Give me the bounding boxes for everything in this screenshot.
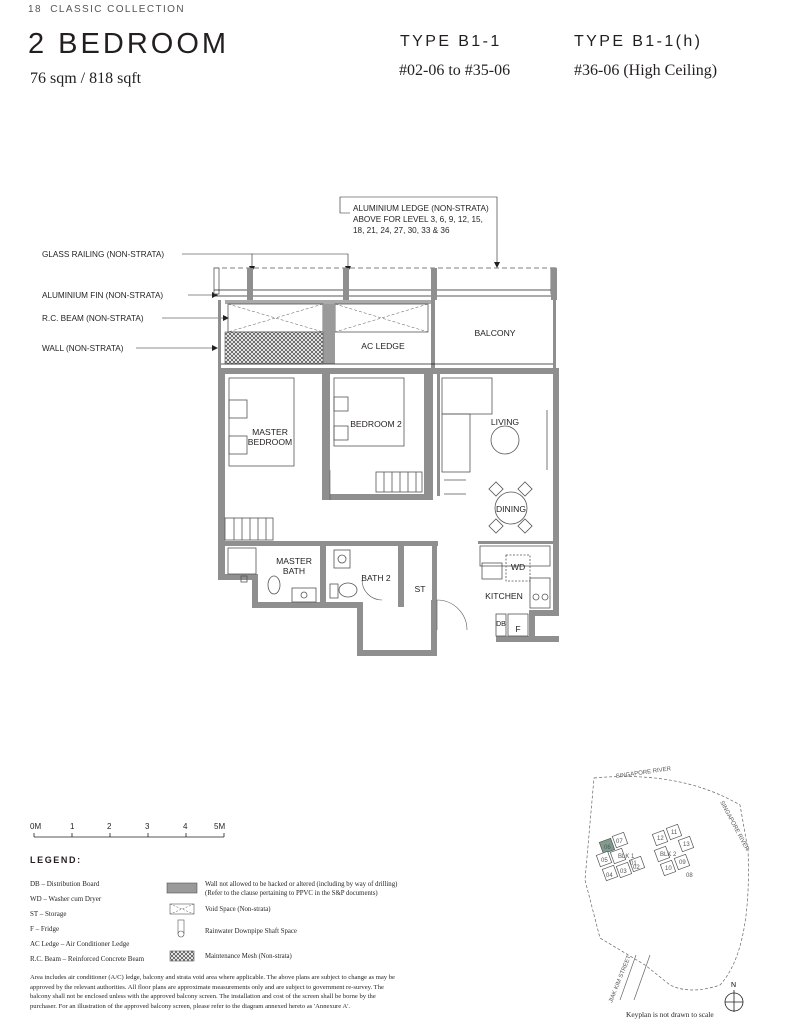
keyplan-unit: 12 — [657, 836, 664, 842]
room-master-bedroom: MASTER BEDROOM — [247, 427, 293, 447]
type-b1-1-title: TYPE B1-1 — [400, 33, 502, 50]
room-kitchen: KITCHEN — [485, 591, 523, 601]
keyplan-unit-highlighted: 06 — [604, 845, 611, 851]
legend-item: AC Ledge – Air Conditioner Ledge — [30, 940, 130, 948]
keyplan-unit: 09 — [679, 860, 686, 866]
scale-label: 0M — [30, 822, 42, 831]
scale-label: 1 — [70, 822, 75, 831]
keyplan-unit: 02 — [633, 865, 640, 871]
keyplan-note: Keyplan is not drawn to scale — [626, 1010, 714, 1019]
legend-downpipe-desc: Rainwater Downpipe Shaft Space — [205, 928, 297, 935]
keyplan-block-2: BLK 2 — [660, 852, 677, 858]
legend-title: LEGEND: — [30, 855, 82, 865]
legend-mesh-desc: Maintenance Mesh (Non-strata) — [205, 953, 292, 960]
keyplan-river-north: SINGAPORE RIVER — [615, 766, 672, 780]
legend-void-desc: Void Space (Non-strata) — [205, 906, 271, 913]
room-master-bath: MASTER BATH — [276, 556, 312, 576]
unit-title: 2 BEDROOM — [28, 28, 230, 60]
keyplan-unit: 01 — [630, 861, 637, 867]
room-living: LIVING — [490, 417, 520, 427]
legend-item: WD – Washer cum Dryer — [30, 895, 102, 903]
north-label: N — [731, 982, 737, 989]
scale-label: 5M — [214, 822, 226, 831]
keyplan-street: JIAK KIM STREET — [608, 954, 633, 1004]
keyplan-unit: 08 — [686, 873, 693, 879]
callout-rc-beam: R.C. BEAM (NON-STRATA) — [42, 314, 144, 323]
scale-label: 2 — [107, 822, 112, 831]
callout-ledge-line1: ALUMINIUM LEDGE (NON-STRATA) — [353, 204, 489, 213]
room-wd: WD — [510, 562, 526, 572]
keyplan-unit: 04 — [606, 873, 613, 879]
footnote: Area includes air conditioner (A/C) ledge, balcony and strata void area where applicable. The above plans are subject to change as may be approved by the relevant authorities. All floor plans are approximate measurements only and are subject to government re-survey. The balcony shall not be enclosed unless with the approved balcony screen. The installation and cost of the screen shall be borne by the purchaser. For an illustration of the approved balcony screen, please refer to the diagram annexed hereto as 'Annexure A'. — [30, 974, 395, 1010]
collection-name: CLASSIC COLLECTION — [50, 4, 185, 15]
type-b1-1h-title: TYPE B1-1(h) — [574, 33, 703, 50]
room-fridge: F — [515, 624, 521, 634]
keyplan — [585, 766, 750, 1012]
callout-glass-railing: GLASS RAILING (NON-STRATA) — [42, 250, 165, 259]
type-b1-1h-range: #36-06 (High Ceiling) — [574, 62, 718, 79]
callout-ledge-line2: ABOVE FOR LEVEL 3, 6, 9, 12, 15, — [353, 215, 483, 224]
callout-ledge-line3: 18, 21, 24, 27, 30, 33 & 36 — [353, 226, 450, 235]
room-ac-ledge: AC LEDGE — [361, 341, 405, 351]
keyplan-river-east: SINGAPORE RIVER — [718, 800, 750, 853]
keyplan-block-1: BLK 1 — [618, 854, 635, 860]
room-db: DB — [496, 621, 506, 628]
keyplan-unit: 07 — [616, 839, 623, 845]
scale-label: 3 — [145, 822, 150, 831]
unit-area: 76 sqm / 818 sqft — [30, 70, 142, 87]
type-b1-1-range: #02-06 to #35-06 — [399, 62, 511, 79]
legend-item: R.C. Beam – Reinforced Concrete Beam — [30, 955, 145, 963]
scale-label: 4 — [183, 822, 188, 831]
room-storage: ST — [414, 584, 426, 594]
legend-item: F – Fridge — [30, 925, 60, 933]
legend-abbreviations — [30, 877, 144, 967]
room-bedroom-2: BEDROOM 2 — [350, 419, 402, 429]
legend-item: DB – Distribution Board — [30, 880, 100, 888]
keyplan-unit: 03 — [620, 869, 627, 875]
room-dining: DINING — [495, 504, 527, 514]
keyplan-unit: 11 — [671, 830, 678, 836]
room-bath-2: BATH 2 — [361, 573, 391, 583]
room-balcony: BALCONY — [474, 328, 516, 338]
callout-aluminium-fin: ALUMINIUM FIN (NON-STRATA) — [42, 291, 164, 300]
keyplan-unit: 05 — [601, 858, 608, 864]
legend-wall-desc: Wall not allowed to be hacked or altered (including by way of drilling) — [205, 881, 398, 888]
page-number: 18 — [28, 4, 42, 15]
legend-wall-note: (Refer to the clause pertaining to PPVC in the S&P documents) — [205, 890, 378, 897]
keyplan-unit: 13 — [683, 842, 690, 848]
legend-item: ST – Storage — [30, 910, 67, 918]
callout-wall: WALL (NON-STRATA) — [42, 344, 124, 353]
keyplan-unit: 10 — [665, 866, 672, 872]
